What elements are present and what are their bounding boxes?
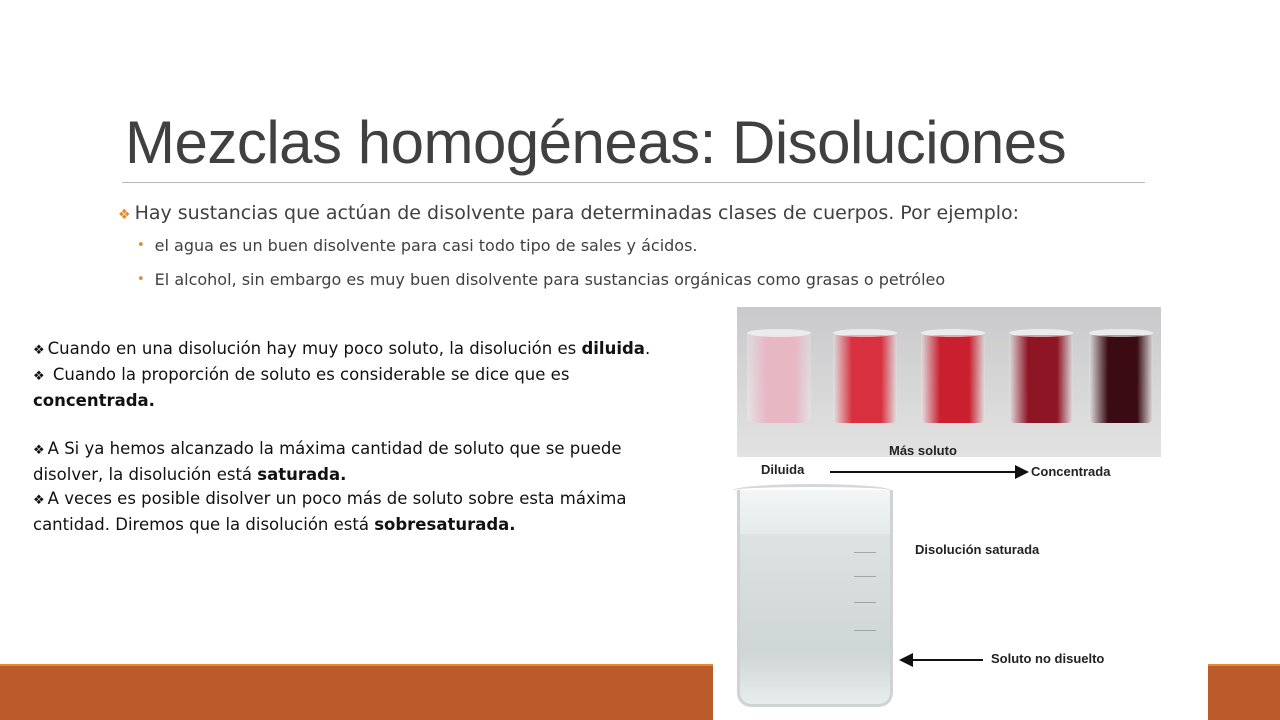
beaker-tick: [854, 602, 876, 603]
beaker-tick: [854, 552, 876, 553]
diamond-bullet-icon: ❖: [33, 369, 45, 384]
label-diluida: Diluida: [761, 462, 805, 477]
glass: [833, 335, 897, 423]
dot-bullet-icon: •: [137, 238, 145, 253]
dot-bullet-icon: •: [137, 272, 145, 287]
arrow-left-icon: [911, 659, 983, 661]
slide-title: Mezclas homogéneas: Disoluciones: [125, 109, 1067, 176]
sub-bullet-text: El alcohol, sin embargo es muy buen disolvente para sustancias orgánicas como grasas o petróleo: [154, 270, 946, 289]
diamond-bullet-icon: ❖: [33, 493, 45, 508]
beaker: [737, 490, 893, 707]
label-no-disuelto: Soluto no disuelto: [991, 651, 1105, 666]
explanation-item: ❖ A veces es posible disolver un poco más de soluto sobre esta máxima cantidad. Diremos que la disolución está sobresaturada.: [33, 489, 627, 534]
arrowhead-icon: [1015, 465, 1029, 479]
beaker-tick: [854, 576, 876, 577]
sub-bullet: [137, 270, 945, 289]
diamond-bullet-icon: ❖: [33, 443, 45, 458]
diamond-bullet-icon: ❖: [118, 207, 131, 223]
glass-diluted: [747, 335, 811, 423]
explanation-item: ❖ A Si ya hemos alcanzado la máxima cantidad de soluto que se puede disolver, la disolución está saturada.: [33, 439, 622, 484]
diamond-bullet-icon: ❖: [33, 343, 45, 358]
glass: [921, 335, 985, 423]
sub-bullet-text: el agua es un buen disolvente para casi todo tipo de sales y ácidos.: [154, 236, 698, 255]
label-mas-soluto: Más soluto: [889, 443, 957, 458]
main-bullet-text: Hay sustancias que actúan de disolvente para determinadas clases de cuerpos. Por ejemplo:: [134, 202, 1020, 224]
explanation-block: [33, 337, 653, 537]
label-concentrada: Concentrada: [1031, 464, 1111, 479]
solutions-figure: [713, 302, 1208, 720]
main-bullet: [118, 202, 1019, 224]
label-saturada: Disolución saturada: [915, 542, 1040, 557]
explanation-item: ❖ Cuando en una disolución hay muy poco soluto, la disolución es diluida.: [33, 339, 651, 358]
title-divider: [122, 182, 1145, 183]
beaker-water: [740, 534, 890, 704]
spacer: [33, 413, 653, 437]
glass-concentrated: [1089, 335, 1153, 423]
beaker-tick: [854, 630, 876, 631]
glass: [1009, 335, 1073, 423]
explanation-item: ❖ Cuando la proporción de soluto es considerable se dice que es concentrada.: [33, 365, 570, 410]
glasses-photo: [737, 307, 1161, 457]
arrow-right-icon: [830, 471, 1020, 473]
sub-bullet: [137, 236, 698, 255]
